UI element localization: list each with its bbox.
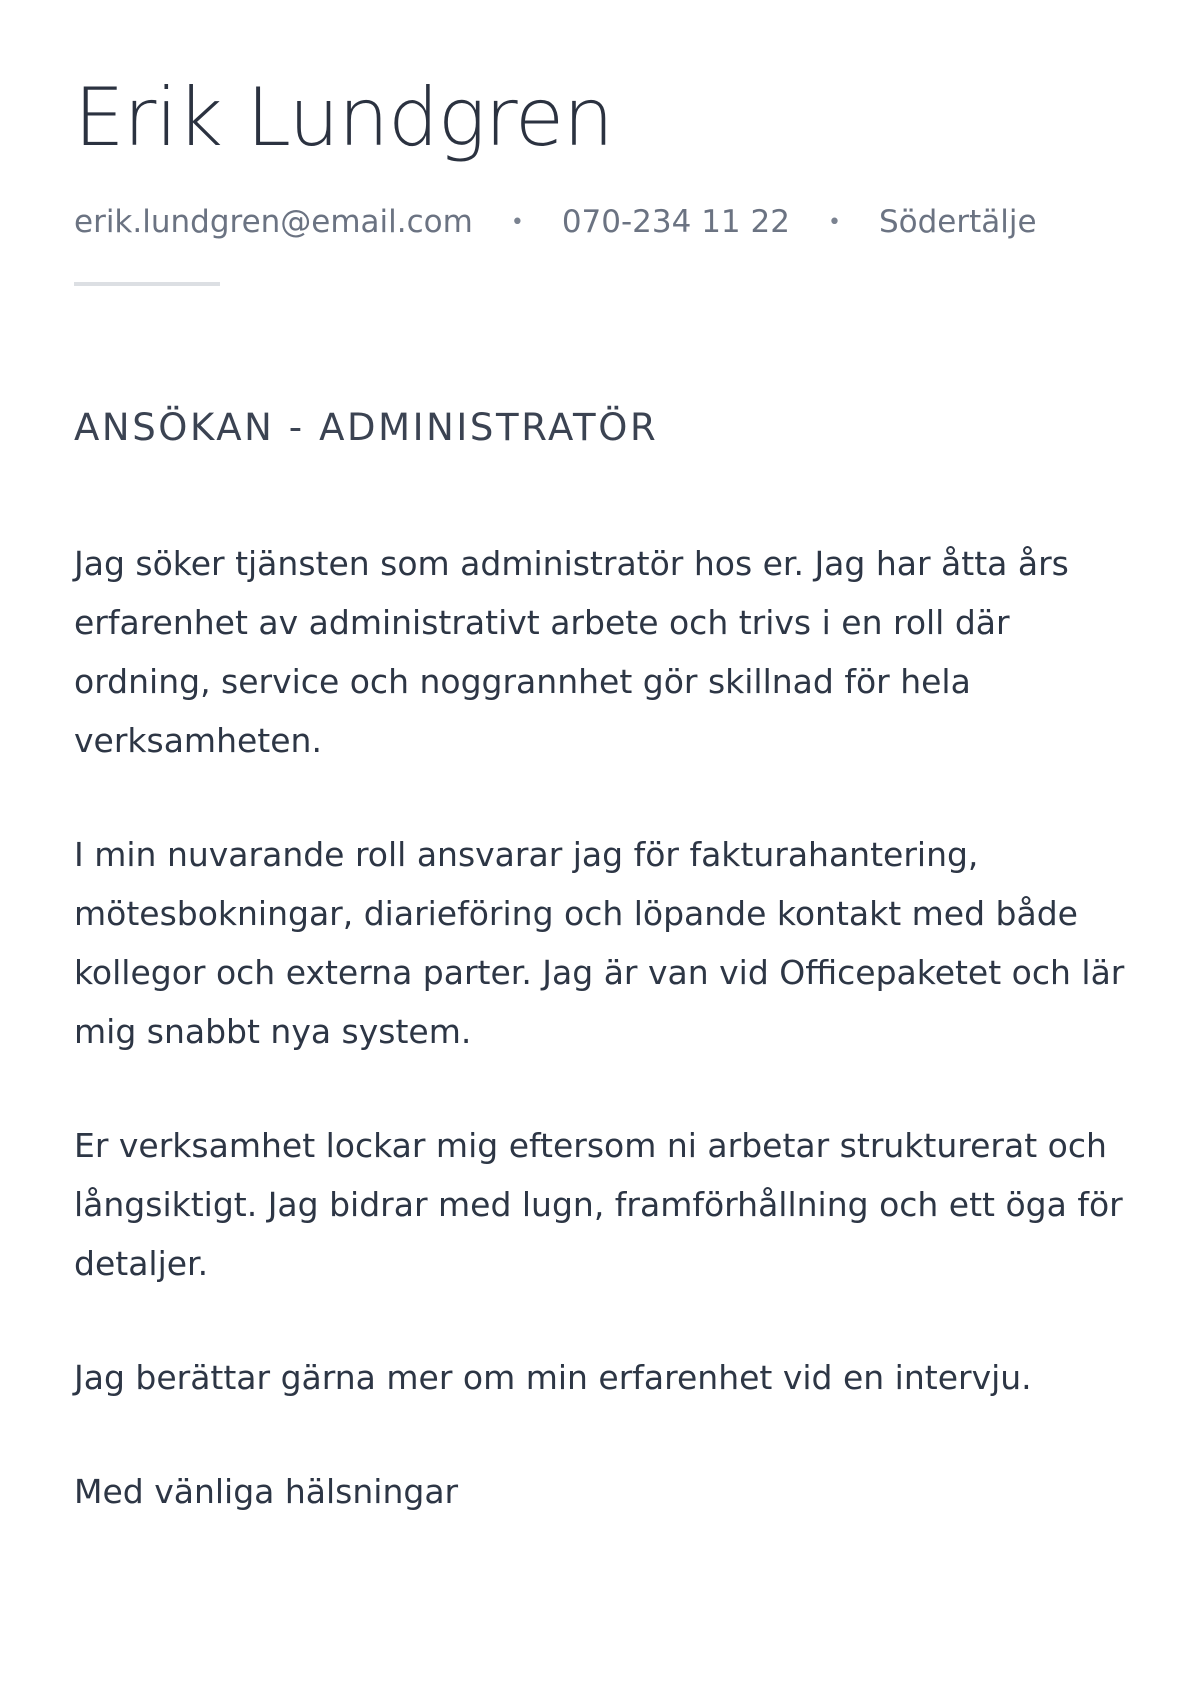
separator-dot: • xyxy=(827,209,841,235)
separator-dot: • xyxy=(510,209,524,235)
closing: Med vänliga hälsningar xyxy=(74,1472,459,1511)
paragraph: I min nuvarande roll ansvarar jag för fakturahantering, mötesbokningar, diarieföring och löpande kontakt med både kollegor och externa parter. Jag är van vid Officepaketet och lär mig snabbt nya system. xyxy=(74,835,1125,1051)
email-address: erik.lundgren@email.com xyxy=(74,204,473,240)
applicant-name: Erik Lundgren xyxy=(74,71,613,164)
paragraph: Jag söker tjänsten som administratör hos er. Jag har åtta års erfarenhet av administrativt arbete och trivs i en roll där ordning, service och noggrannhet gör skillnad för hela verksamheten. xyxy=(74,544,1069,760)
letter-body xyxy=(74,534,1134,1576)
paragraph: Er verksamhet lockar mig eftersom ni arbetar strukturerat och långsiktigt. Jag bidrar med lugn, framförhållning och ett öga för detaljer. xyxy=(74,1126,1123,1283)
header-divider xyxy=(74,282,220,286)
paragraph: Jag berättar gärna mer om min erfarenhet vid en intervju. xyxy=(74,1358,1032,1397)
phone-number: 070-234 11 22 xyxy=(561,204,790,240)
city: Södertälje xyxy=(878,204,1037,240)
contact-line xyxy=(74,202,1037,242)
subject-heading: ANSÖKAN - ADMINISTRATÖR xyxy=(74,406,659,449)
